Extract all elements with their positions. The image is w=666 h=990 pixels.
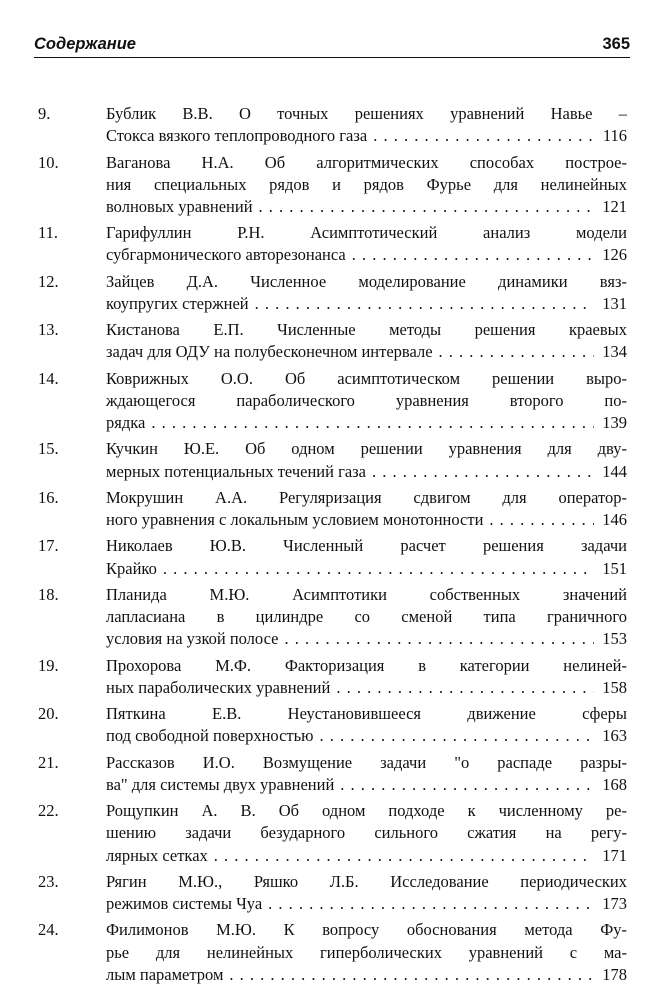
- entry-text: [106, 752, 627, 796]
- entry-line: задач для ОДУ на полубесконечном интервале: [106, 342, 433, 362]
- entry-line: Мокрушин А.А. Регуляризация сдвигом для оператор-: [106, 487, 627, 507]
- toc-entry: [0, 871, 666, 915]
- entry-line: Ваганова Н.А. Об алгоритмических способах построе-: [106, 152, 627, 172]
- entry-last-line: [106, 725, 627, 747]
- toc-entry: [0, 152, 666, 219]
- entry-number: 11.: [38, 223, 59, 243]
- dot-leader: [157, 558, 594, 580]
- entry-last-line: [106, 845, 627, 867]
- entry-line: Филимонов М.Ю. К вопросу обоснования метода Фу-: [106, 920, 627, 940]
- entry-last-line: [106, 341, 627, 363]
- toc-entry: [0, 800, 666, 867]
- entry-line: Николаев Ю.В. Численный расчет решения задачи: [106, 536, 627, 556]
- entry-number: 24.: [38, 920, 59, 940]
- dot-leader: [208, 845, 594, 867]
- toc-entry: [0, 368, 666, 435]
- dot-leader: [330, 677, 594, 699]
- entry-number: 18.: [38, 584, 59, 604]
- entry-number: 19.: [38, 655, 59, 675]
- entry-line: Кучкин Ю.Е. Об одном решении уравнения для дву-: [106, 439, 627, 459]
- toc-entry: [0, 438, 666, 482]
- toc-entry: [0, 487, 666, 531]
- entry-text: [106, 584, 627, 651]
- entry-last-line: [106, 893, 627, 915]
- entry-number: 23.: [38, 871, 59, 891]
- entry-number: 21.: [38, 752, 59, 772]
- header-title: Содержание: [34, 35, 136, 53]
- entry-number: 13.: [38, 320, 59, 340]
- entry-last-line: [106, 677, 627, 699]
- entry-line: Коврижных О.О. Об асимптотическом решении выро-: [106, 368, 627, 388]
- entry-text: [106, 871, 627, 915]
- entry-line: Стокса вязкого теплопроводного газа: [106, 126, 368, 146]
- entry-text: [106, 368, 627, 435]
- entry-line: рядка: [106, 413, 146, 433]
- entry-last-line: [106, 964, 627, 986]
- entry-page-number: 178: [602, 964, 627, 984]
- toc-entry: [0, 752, 666, 796]
- dot-leader: [253, 196, 595, 218]
- entry-line: лярных сетках: [106, 845, 208, 865]
- entry-text: [106, 438, 627, 482]
- dot-leader: [223, 964, 594, 986]
- dot-leader: [145, 412, 594, 434]
- entry-line: режимов системы Чуа: [106, 894, 263, 914]
- entry-line: ждающегося параболического уравнения второго по-: [106, 390, 627, 410]
- entry-last-line: [106, 412, 627, 434]
- dot-leader: [433, 341, 595, 363]
- entry-text: [106, 222, 627, 266]
- toc-entry: [0, 919, 666, 986]
- dot-leader: [249, 293, 595, 315]
- dot-leader: [262, 893, 594, 915]
- entry-last-line: [106, 125, 627, 147]
- running-header: [34, 31, 630, 58]
- entry-line: субгармонического авторезонанса: [106, 245, 346, 265]
- dot-leader: [366, 461, 594, 483]
- entry-page-number: 134: [602, 342, 627, 362]
- entry-page-number: 153: [602, 629, 627, 649]
- entry-line: коупругих стержней: [106, 293, 249, 313]
- entry-number: 16.: [38, 487, 59, 507]
- entry-page-number: 121: [602, 196, 627, 216]
- entry-page-number: 168: [602, 774, 627, 794]
- toc-entry: [0, 655, 666, 699]
- entry-line: Бублик В.В. О точных решениях уравнений Навье –: [106, 104, 627, 123]
- entry-page-number: 163: [602, 726, 627, 746]
- table-of-contents: [0, 103, 666, 990]
- entry-number: 17.: [38, 536, 59, 556]
- entry-line: рье для нелинейных гиперболических уравнений с ма-: [106, 942, 627, 962]
- dot-leader: [367, 125, 595, 147]
- entry-text: [106, 655, 627, 699]
- entry-line: волновых уравнений: [106, 196, 253, 216]
- entry-line: Рощупкин А. В. Об одном подходе к численному ре-: [106, 801, 627, 821]
- header-page-number: 365: [602, 35, 630, 53]
- entry-number: 10.: [38, 152, 59, 172]
- entry-line: мерных потенциальных течений газа: [106, 461, 367, 481]
- entry-number: 14.: [38, 368, 59, 388]
- entry-text: [106, 103, 627, 147]
- dot-leader: [483, 509, 594, 531]
- dot-leader: [346, 244, 595, 266]
- toc-entry: [0, 584, 666, 651]
- toc-entry: [0, 703, 666, 747]
- entry-number: 20.: [38, 704, 59, 724]
- entry-text: [106, 319, 627, 363]
- entry-text: [106, 800, 627, 867]
- toc-entry: [0, 319, 666, 363]
- entry-text: [106, 703, 627, 747]
- entry-text: [106, 152, 627, 219]
- entry-last-line: [106, 558, 627, 580]
- entry-line: Рягин М.Ю., Ряшко Л.Б. Исследование периодических: [106, 871, 627, 891]
- dot-leader: [313, 725, 594, 747]
- entry-number: 15.: [38, 439, 59, 459]
- entry-line: ных параболических уравнений: [106, 677, 331, 697]
- entry-line: ния специальных рядов и рядов Фурье для нелинейных: [106, 174, 627, 194]
- entry-last-line: [106, 461, 627, 483]
- entry-line: Пяткина Е.В. Неустановившееся движение сферы: [106, 704, 627, 724]
- entry-line: Крайко: [106, 558, 157, 578]
- entry-number: 9.: [38, 104, 51, 123]
- toc-entry: [0, 222, 666, 266]
- entry-line: ва" для системы двух уравнений: [106, 774, 335, 794]
- entry-text: [106, 919, 627, 986]
- entry-last-line: [106, 628, 627, 650]
- entry-page-number: 131: [602, 293, 627, 313]
- toc-entry: [0, 535, 666, 579]
- entry-number: 12.: [38, 271, 59, 291]
- entry-line: лапласиана в цилиндре со сменой типа граничного: [106, 607, 627, 627]
- toc-entry: [0, 103, 666, 147]
- entry-line: лым параметром: [106, 964, 224, 984]
- entry-line: Зайцев Д.А. Численное моделирование динамики вяз-: [106, 271, 627, 291]
- entry-page-number: 126: [602, 245, 627, 265]
- entry-line: условия на узкой полосе: [106, 629, 279, 649]
- entry-page-number: 146: [602, 510, 627, 530]
- entry-page-number: 151: [602, 558, 627, 578]
- entry-last-line: [106, 509, 627, 531]
- toc-entry: [0, 271, 666, 315]
- entry-page-number: 171: [602, 845, 627, 865]
- entry-page-number: 173: [602, 894, 627, 914]
- entry-last-line: [106, 774, 627, 796]
- entry-line: ного уравнения с локальным условием монотонности: [106, 510, 484, 530]
- entry-line: Кистанова Е.П. Численные методы решения краевых: [106, 320, 627, 340]
- entry-text: [106, 271, 627, 315]
- entry-line: под свободной поверхностью: [106, 726, 314, 746]
- entry-line: Прохорова М.Ф. Факторизация в категории нелиней-: [106, 655, 627, 675]
- entry-page-number: 158: [602, 677, 627, 697]
- entry-line: Рассказов И.О. Возмущение задачи "о распаде разры-: [106, 752, 627, 772]
- entry-line: Планида М.Ю. Асимптотики собственных значений: [106, 584, 627, 604]
- entry-page-number: 144: [602, 461, 627, 481]
- entry-text: [106, 535, 627, 579]
- entry-line: Гарифуллин Р.Н. Асимптотический анализ модели: [106, 223, 627, 243]
- entry-last-line: [106, 293, 627, 315]
- entry-text: [106, 487, 627, 531]
- dot-leader: [278, 628, 594, 650]
- entry-number: 22.: [38, 801, 59, 821]
- entry-line: шению задачи безударного сильного сжатия на регу-: [106, 823, 627, 843]
- entry-last-line: [106, 196, 627, 218]
- dot-leader: [334, 774, 594, 796]
- entry-last-line: [106, 244, 627, 266]
- entry-page-number: 116: [602, 126, 627, 146]
- entry-page-number: 139: [602, 413, 627, 433]
